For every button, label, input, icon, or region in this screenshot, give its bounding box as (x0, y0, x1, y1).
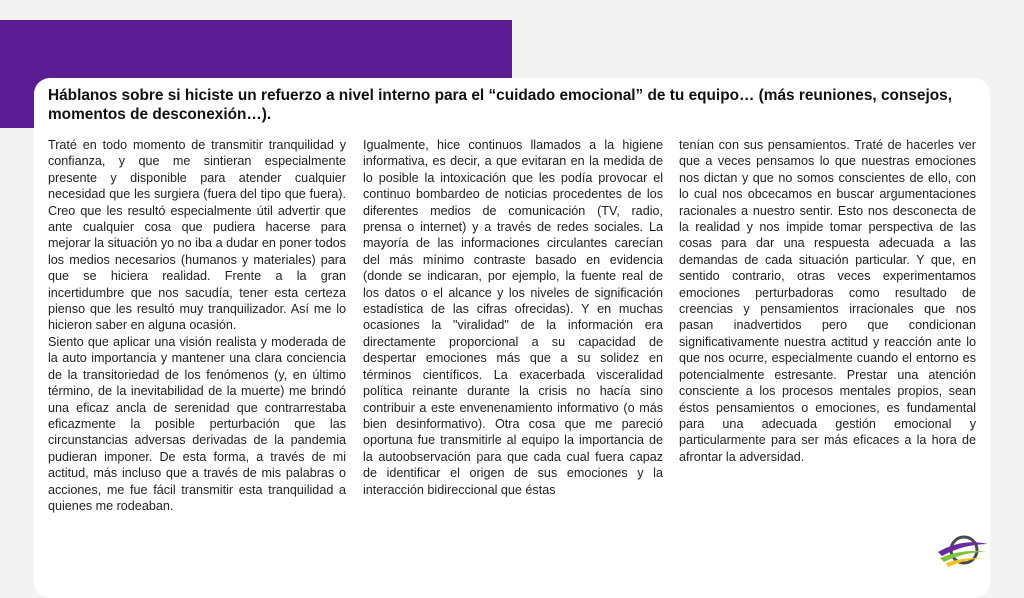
answer-column-2 (363, 137, 663, 498)
paragraph: Siento que aplicar una visión realista y moderada de la auto importancia y mantener una clara conciencia de la transitoriedad de los fenómenos (y, en último término, de la inevitabilidad de la muerte) me brindó una eficaz ancla de serenidad que contrarrestaba eficazmente la posible perturbación que las circunstancias adversas derivadas de la pandemia pudieran imponer. De esta forma, a través de mi actitud, más incluso que a través de mis palabras o acciones, me fue fácil transmitir esta tranquilidad a quienes me rodeaban. (48, 334, 346, 513)
answer-column-3 (679, 137, 976, 465)
question-title: Háblanos sobre si hiciste un refuerzo a nivel interno para el “cuidado emocional” de tu equipo… (más reuniones, consejos, momentos de desconexión…). (48, 87, 952, 123)
paragraph: Traté en todo momento de transmitir tranquilidad y confianza, y que me sintieran especialmente presente y disponible para atender cualquier necesidad que les surgiera (fuera del tipo que fuera). Creo que les resultó especialmente útil advertir que ante cualquier cosa que pudiera hacerse para mejorar la situación yo no iba a dudar en poner todos los medios necesarios (humanos y materiales) para que se hiciera realidad. Frente a la gran incertidumbre que nos sacudía, tener esta certeza pienso que les resultó muy tranquilizador. Así me lo hicieron saber en alguna ocasión. (48, 138, 346, 333)
paragraph: Igualmente, hice continuos llamados a la higiene informativa, es decir, a que evitaran en la medida de lo posible la intoxicación que les podía provocar el continuo bombardeo de noticias procedentes de los diferentes medios de comunicación (TV, radio, prensa o internet) y a través de redes sociales. La mayoría de las informaciones circulantes carecían del más mínimo contraste basado en evidencia (donde se indicaran, por ejemplo, la fuente real de los datos o el alcance y los niveles de significación estadística de las cifras ofrecidas). Y en muchas ocasiones la "viralidad" de la información era directamente proporcional a su capacidad de despertar emociones más que a su solidez en términos científicos. La exacerbada visceralidad política reinante durante la crisis no hacía sino contribuir a este envenenamiento informativo (o más bien desinformativo). Otra cosa que me pareció oportuna fue transmitirle al equipo la importancia de la autoobservación para que cada cual fuera capaz de identificar el origen de sus emociones y la interacción bidireccional que éstas (363, 138, 663, 497)
answer-column-1 (48, 137, 346, 514)
brand-swoosh-logo-icon (934, 530, 990, 570)
paragraph: tenían con sus pensamientos. Traté de hacerles ver que a veces pensamos lo que nuestras emociones nos dictan y que no somos conscientes de ello, con lo cual nos obcecamos en buscar argumentaciones racionales a nuestro sentir. Esto nos desconecta de la realidad y nos impide tomar perspectiva de las cosas para dar una respuesta adecuada a las demandas de cada situación particular. Y que, en sentido contrario, otras veces experimentamos emociones perturbadoras como resultado de creencias y pensamientos irracionales que nos pasan inadvertidos pero que condicionan significativamente nuestra actitud y reacción ante lo que nos ocurre, especialmente cuando el entorno es potencialmente estresante. Prestar una atención consciente a los procesos mentales propios, sean éstos pensamientos o emociones, es fundamental para una adecuada gestión emocional y particularmente para ser más eficaces a la hora de afrontar la adversidad. (679, 138, 976, 464)
